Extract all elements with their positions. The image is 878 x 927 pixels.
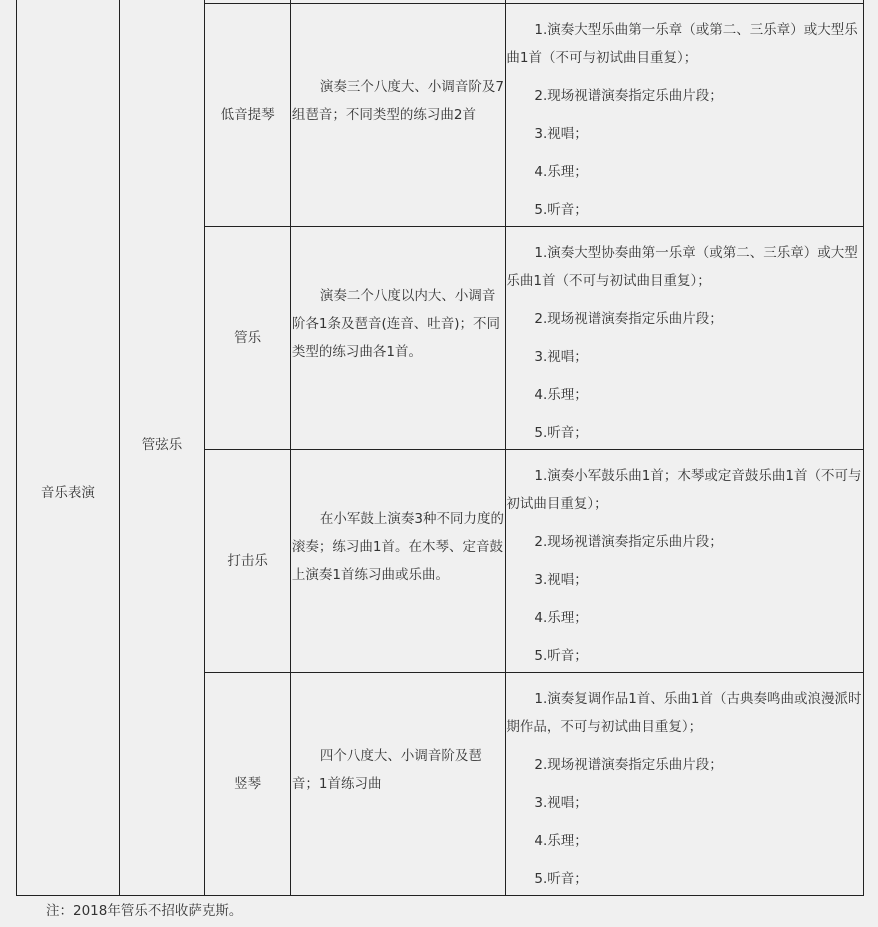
requirements-list: [506, 462, 863, 670]
requirement-item: 3.视唱；: [534, 795, 588, 811]
requirement-item: 2.现场视谱演奏指定乐曲片段；: [534, 311, 723, 327]
requirement-item: 1.演奏大型乐曲第一乐章（或第二、三乐章）或大型乐曲1首（不可与初试曲目重复）；: [506, 22, 858, 66]
requirement-item: 4.乐理；: [534, 164, 588, 180]
etude-text: 在小军鼓上演奏3种不同力度的滚奏；练习曲1首。在木琴、定音鼓上演奏1首练习曲或乐曲。: [291, 511, 504, 583]
requirement-item: 2.现场视谱演奏指定乐曲片段；: [534, 534, 723, 550]
etude-cell: [290, 227, 506, 450]
requirements-list: [506, 685, 863, 893]
requirement-item: 3.视唱；: [534, 349, 588, 365]
requirement-item: 2.现场视谱演奏指定乐曲片段；: [534, 757, 723, 773]
footnote: 注：2018年管乐不招收萨克斯。: [46, 903, 243, 919]
requirements-list: [506, 16, 863, 224]
requirements-cell: [506, 450, 864, 673]
requirement-item: 1.演奏小军鼓乐曲1首；木琴或定音鼓乐曲1首（不可与初试曲目重复）；: [506, 468, 862, 512]
etude-cell: [290, 450, 506, 673]
requirement-item: 5.听音；: [534, 871, 588, 887]
category-cell: [17, 0, 120, 896]
requirement-item: 2.现场视谱演奏指定乐曲片段；: [534, 88, 723, 104]
requirement-item: 4.乐理；: [534, 610, 588, 626]
requirement-item: 4.乐理；: [534, 833, 588, 849]
requirements-list: [506, 239, 863, 447]
instrument-cell: [205, 450, 291, 673]
requirement-item: 5.听音；: [534, 648, 588, 664]
requirements-cell: [506, 4, 864, 227]
etude-text: 四个八度大、小调音阶及琶音；1首练习曲: [291, 748, 482, 792]
instrument-cell: [205, 227, 291, 450]
exam-requirements-table: [16, 0, 864, 896]
etude-text: 演奏三个八度大、小调音阶及7组琶音；不同类型的练习曲2首: [291, 79, 504, 123]
instrument-cell: [205, 673, 291, 896]
requirements-cell: [506, 673, 864, 896]
instrument-label: 低音提琴: [220, 107, 275, 123]
requirement-item: 5.听音；: [534, 425, 588, 441]
requirements-cell: [506, 227, 864, 450]
instrument-cell: [205, 4, 291, 227]
subcategory-cell: [119, 0, 205, 896]
instrument-label: 管乐: [234, 330, 262, 346]
requirement-item: 1.演奏复调作品1首、乐曲1首（古典奏鸣曲或浪漫派时期作品，不可与初试曲目重复）；: [506, 691, 862, 735]
instrument-label: 竖琴: [234, 776, 262, 792]
requirement-item: 4.乐理；: [534, 387, 588, 403]
etude-cell: [290, 4, 506, 227]
etude-text: 演奏二个八度以内大、小调音阶各1条及琶音(连音、吐音)；不同类型的练习曲各1首。: [291, 288, 501, 360]
requirement-item: 1.演奏大型协奏曲第一乐章（或第二、三乐章）或大型乐曲1首（不可与初试曲目重复）；: [506, 245, 858, 289]
instrument-label: 打击乐: [227, 553, 268, 569]
category-label: 音乐表演: [40, 485, 95, 501]
requirement-item: 3.视唱；: [534, 126, 588, 142]
requirement-item: 5.听音；: [534, 202, 588, 218]
etude-cell: [290, 673, 506, 896]
subcategory-label: 管弦乐: [141, 437, 183, 453]
requirement-item: 3.视唱；: [534, 572, 588, 588]
